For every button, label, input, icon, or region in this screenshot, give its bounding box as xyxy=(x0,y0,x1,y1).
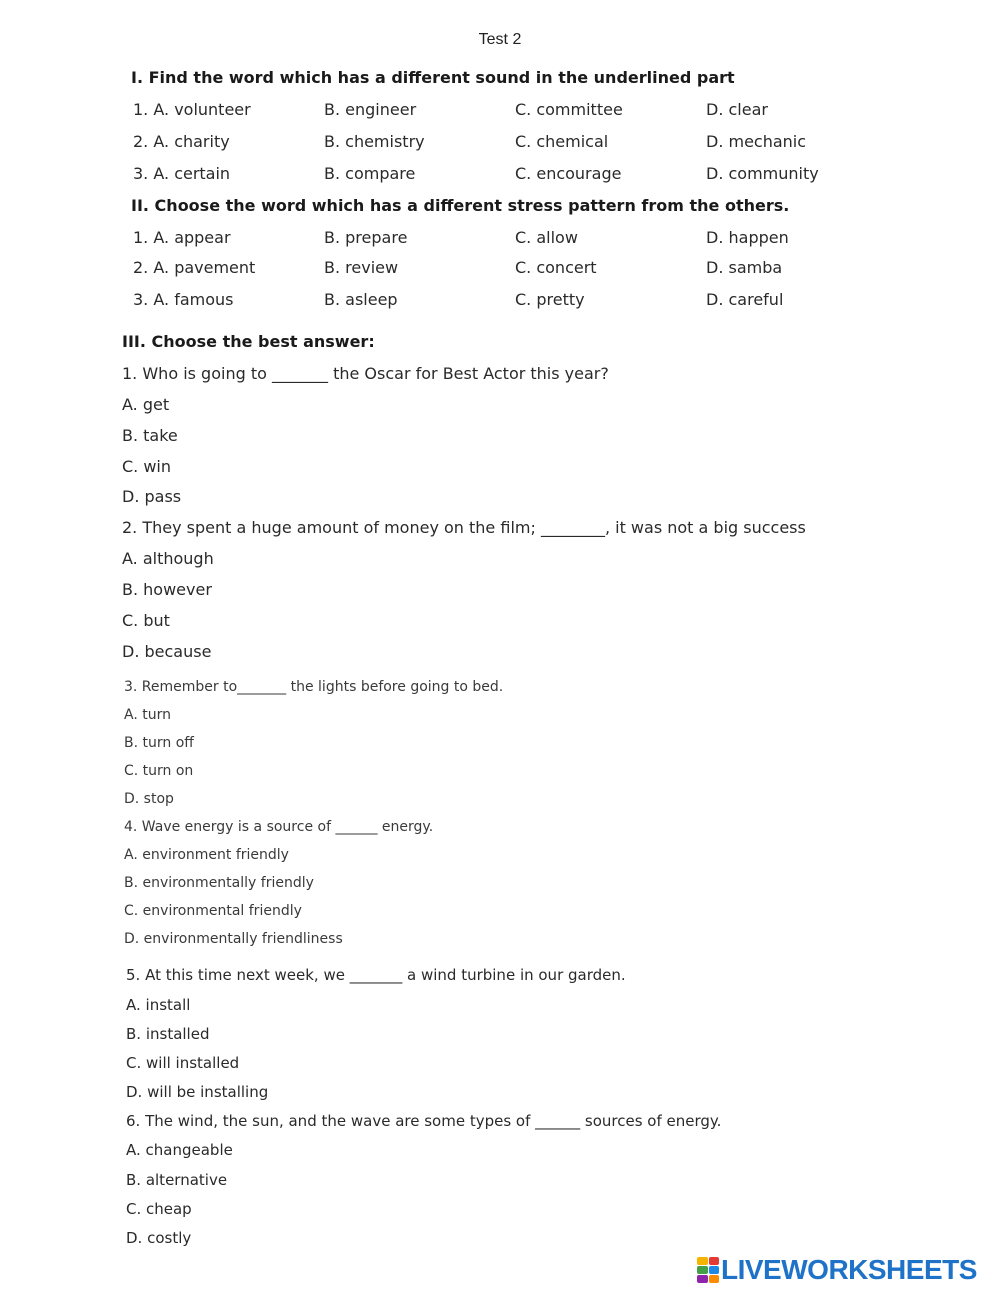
q4-option-d: D. environmentally friendliness xyxy=(124,931,343,947)
logo-text: LIVEWORKSHEETS xyxy=(721,1254,977,1285)
s1-q2-option-a: 2. A. charity xyxy=(133,132,230,151)
q1-option-c: C. win xyxy=(122,457,172,476)
liveworksheets-logo[interactable] xyxy=(697,1255,977,1285)
s2-q1-option-b: B. prepare xyxy=(324,228,408,247)
s2-q3-option-c: C. pretty xyxy=(515,290,585,309)
question-4: 4. Wave energy is a source of ______ energy. xyxy=(124,819,434,835)
q5-option-b: B. installed xyxy=(126,1025,210,1043)
q2-option-d: D. because xyxy=(122,642,212,661)
question-5: 5. At this time next week, we _______ a wind turbine in our garden. xyxy=(126,966,626,984)
q2-option-a: A. although xyxy=(122,549,214,568)
q5-option-a: A. install xyxy=(126,996,191,1014)
s1-q3-option-c: C. encourage xyxy=(515,164,622,183)
q6-option-b: B. alternative xyxy=(126,1171,228,1189)
s2-q1-option-d: D. happen xyxy=(706,228,789,247)
q3-option-c: C. turn on xyxy=(124,763,194,779)
s1-q2-option-c: C. chemical xyxy=(515,132,609,151)
q2-option-c: C. but xyxy=(122,611,170,630)
s1-q1-option-c: C. committee xyxy=(515,100,623,119)
s2-q2-option-d: D. samba xyxy=(706,258,783,277)
s2-q1-option-a: 1. A. appear xyxy=(133,228,231,247)
s1-q3-option-a: 3. A. certain xyxy=(133,164,231,183)
s1-q2-option-d: D. mechanic xyxy=(706,132,807,151)
q6-option-a: A. changeable xyxy=(126,1141,233,1159)
q6-option-c: C. cheap xyxy=(126,1200,192,1218)
q5-option-c: C. will installed xyxy=(126,1054,240,1072)
q2-option-b: B. however xyxy=(122,580,212,599)
s2-q1-option-c: C. allow xyxy=(515,228,578,247)
q3-option-d: D. stop xyxy=(124,791,174,807)
q6-option-d: D. costly xyxy=(126,1229,192,1247)
q3-option-a: A. turn xyxy=(124,707,171,723)
s1-q3-option-b: B. compare xyxy=(324,164,416,183)
q4-option-b: B. environmentally friendly xyxy=(124,875,314,891)
s2-q2-option-b: B. review xyxy=(324,258,399,277)
s2-q3-option-b: B. asleep xyxy=(324,290,398,309)
section-1-heading: I. Find the word which has a different sound in the underlined part xyxy=(131,68,735,87)
q1-option-d: D. pass xyxy=(122,487,182,506)
section-3-heading: III. Choose the best answer: xyxy=(122,332,375,351)
s1-q1-option-b: B. engineer xyxy=(324,100,417,119)
question-3: 3. Remember to_______ the lights before going to bed. xyxy=(124,679,504,695)
q4-option-a: A. environment friendly xyxy=(124,847,289,863)
s1-q2-option-b: B. chemistry xyxy=(324,132,425,151)
s1-q1-option-d: D. clear xyxy=(706,100,768,119)
liveworksheets-logo-icon xyxy=(697,1257,719,1283)
s2-q3-option-d: D. careful xyxy=(706,290,784,309)
s1-q3-option-d: D. community xyxy=(706,164,819,183)
s2-q3-option-a: 3. A. famous xyxy=(133,290,234,309)
q3-option-b: B. turn off xyxy=(124,735,194,751)
s1-q1-option-a: 1. A. volunteer xyxy=(133,100,251,119)
question-1: 1. Who is going to _______ the Oscar for Best Actor this year? xyxy=(122,364,609,383)
page-title: Test 2 xyxy=(478,31,522,48)
section-2-heading: II. Choose the word which has a different stress pattern from the others. xyxy=(131,196,790,215)
s2-q2-option-a: 2. A. pavement xyxy=(133,258,256,277)
s2-q2-option-c: C. concert xyxy=(515,258,597,277)
question-2: 2. They spent a huge amount of money on the film; ________, it was not a big success xyxy=(122,518,806,537)
q5-option-d: D. will be installing xyxy=(126,1083,269,1101)
question-6: 6. The wind, the sun, and the wave are some types of ______ sources of energy. xyxy=(126,1112,722,1130)
q4-option-c: C. environmental friendly xyxy=(124,903,302,919)
q1-option-a: A. get xyxy=(122,395,170,414)
q1-option-b: B. take xyxy=(122,426,178,445)
